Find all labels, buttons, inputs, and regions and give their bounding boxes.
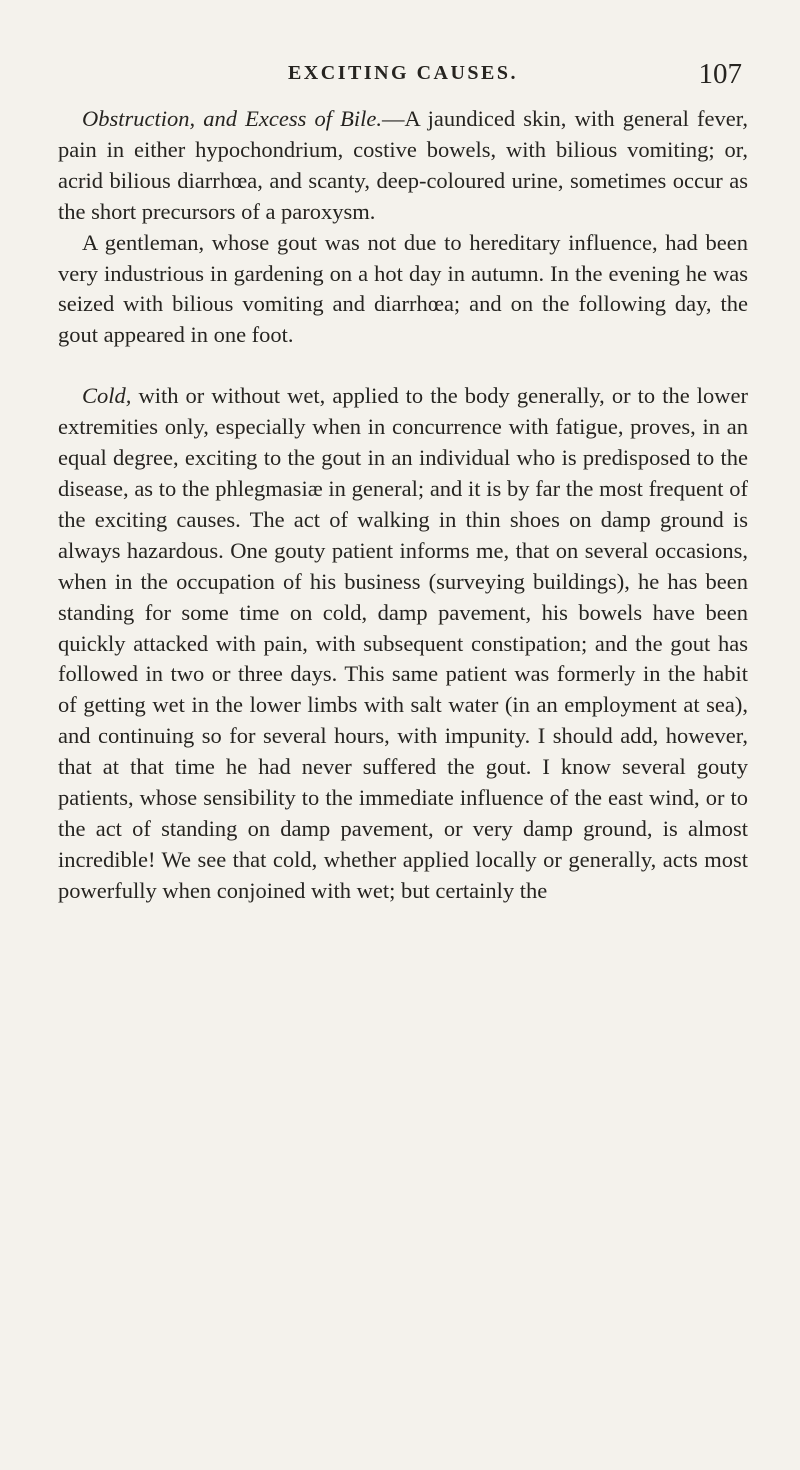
paragraph-text: A gentleman, whose gout was not due to hereditary influence, had been very industrious in gardening on a hot day in autumn. In the evening he was seized with bilious vomiting and diarrhœa; and on the following day, the gout appeared in one foot.: [58, 229, 748, 348]
paragraph-text: —A jaundiced skin, with general fever, pain in either hypochondrium, costive bowels, with bilious vomiting; or, acrid bilious diarrhœa, and scanty, deep-coloured urine, sometimes occur as the short precursors of a paroxysm.: [58, 106, 748, 224]
book-page: [58, 58, 748, 907]
running-head: [58, 58, 748, 98]
paragraph-text: with or without wet, applied to the body generally, or to the lower extremities only, especially when in concurrence with fatigue, proves, in an equal degree, exciting to the gout in an individual who is predisposed to the disease, as to the phlegmasiæ in general; and it is by far the most frequent of the exciting causes. The act of walking in thin shoes on damp ground is always hazardous. One gouty patient informs me, that on several occasions, when in the occupation of his business (surveying buildings), he has been standing for some time on cold, damp pavement, his bowels have been quickly attacked with pain, with subsequent constipation; and the gout has followed in two or three days. This same patient was formerly in the habit of getting wet in the lower limbs with salt water (in an employment at sea), and continuing so for several hours, with impunity. I should add, however, that at that time he had never suffered the gout. I know several gouty patients, whose sensibility to the immediate influence of the east wind, or to the act of standing on damp pavement, or very damp ground, is almost incredible! We see that cold, whether applied locally or generally, acts most powerfully when conjoined with wet; but certainly the: [58, 383, 748, 903]
paragraph-bile: [58, 104, 748, 228]
page-number: 107: [698, 58, 742, 90]
running-title: EXCITING CAUSES.: [287, 62, 519, 84]
paragraph-cold: [58, 381, 748, 906]
paragraph-gentleman-case: [58, 228, 748, 352]
paragraph-lead: Obstruction, and Excess of Bile.: [82, 106, 383, 131]
paragraph-lead: Cold,: [82, 383, 132, 409]
body-text: [58, 104, 748, 907]
